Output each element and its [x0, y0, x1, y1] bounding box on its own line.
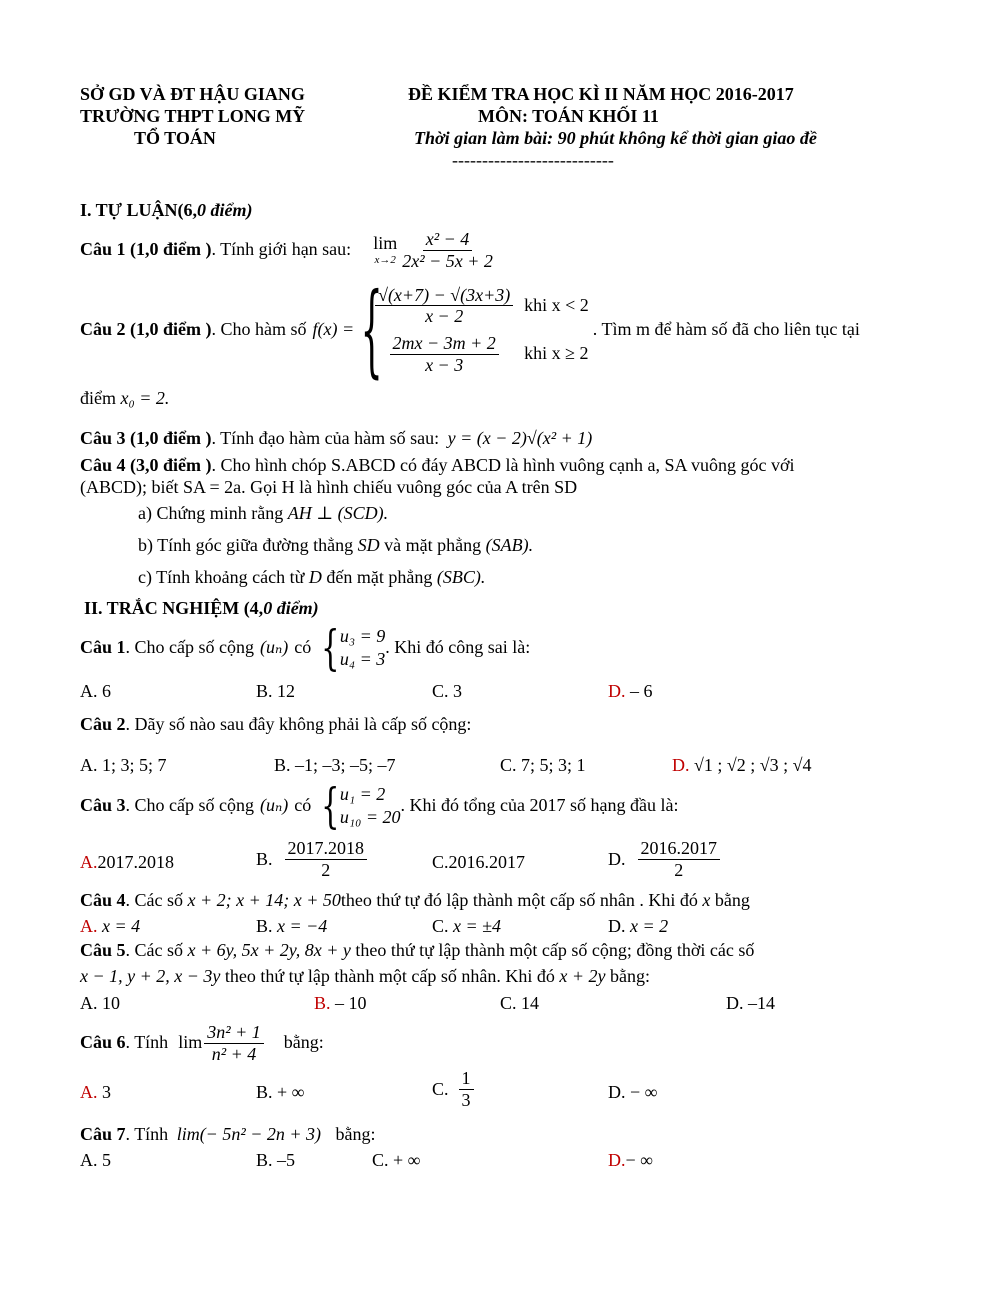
mc-q3-option-c: C.2016.2017 [432, 852, 526, 872]
mc-question-7: Câu 7. Tính lim(− 5n² − 2n + 3) bằng: [80, 1124, 376, 1144]
mc-question-5: Câu 5. Các số x + 6y, 5x + 2y, 8x + y theo thứ tự lập thành một cấp số cộng; đồng thời các số [80, 940, 755, 960]
mc-q4-option-c: C. x = ±4 [432, 916, 502, 936]
mc-q2-option-c: C. 7; 5; 3; 1 [500, 755, 586, 775]
exam-time: Thời gian làm bài: 90 phút không kể thời gian giao đề [414, 128, 817, 148]
mc-q5-option-d: D. –14 [726, 993, 775, 1013]
mc-q3-option-b: B. $\frac{2017.2018}{2}$ [256, 838, 369, 880]
mc-q1-option-c: C. 3 [432, 681, 463, 701]
essay-question-2: Câu 2 (1,0 điểm ) . Cho hàm số f(x) = { $\frac{√(x+7) - √(3x+3)}{x - 2}$ khi x < 2 $\frac{2mx - 3m + 2}{x - 3}$ khi x ≥ 2 . Tìm m để hàm số đã cho liên tục tại [80, 271, 860, 388]
mc-question-1: Câu 1 . Cho cấp số cộng (uₙ) có { u₃ = 9 u₄ = 3 . Khi đó công sai là: [80, 620, 531, 676]
mc-q7-option-a: A. 5 [80, 1150, 111, 1170]
exam-subject: MÔN: TOÁN KHỐI 11 [478, 106, 659, 126]
header-divider: --------------------------- [452, 150, 614, 170]
mc-q3-option-a: A.2017.2018 [80, 852, 174, 872]
essay-question-4-line2: (ABCD); biết SA = 2a. Gọi H là hình chiếu vuông góc của A trên SD [80, 477, 578, 497]
essay-question-2-line2: điểm x₀ = 2. [80, 388, 170, 408]
mc-question-5-line2: x − 1, y + 2, x − 3y theo thứ tự lập thành một cấp số nhân. Khi đó x + 2y bằng: [80, 966, 650, 986]
essay-question-4a: a) Chứng minh rằng AH ⊥ (SCD). [138, 503, 389, 523]
mc-q6-option-b: B. + ∞ [256, 1082, 305, 1102]
school-dept: SỞ GD VÀ ĐT HẬU GIANG [80, 84, 305, 104]
essay-question-1: Câu 1 (1,0 điểm ) . Tính giới hạn sau: lim x→2 $\frac{\text{x² − 4}}{\text{2x² − 5x + 2}}$ [80, 228, 493, 271]
mc-q5-option-c: C. 14 [500, 993, 540, 1013]
mc-q7-option-d: D.− ∞ [608, 1150, 653, 1170]
mc-q4-option-a: A. x = 4 [80, 916, 141, 936]
mc-q1-option-d: D. – 6 [608, 681, 653, 701]
mc-q1-option-b: B. 12 [256, 681, 296, 701]
mc-q5-option-a: A. 10 [80, 993, 120, 1013]
mc-question-4: Câu 4. Các số x + 2; x + 14; x + 50theo thứ tự đó lập thành một cấp số nhân . Khi đó x bằng [80, 890, 750, 910]
essay-question-4c: c) Tính khoảng cách từ D đến mặt phẳng (SBC). [138, 567, 486, 587]
mc-q1-option-a: A. 6 [80, 681, 111, 701]
mc-question-3: Câu 3 . Cho cấp số cộng (uₙ) có { u₁ = 2 u₁₀ = 20 . Khi đó tổng của 2017 số hạng đầu là: [80, 778, 679, 834]
mc-q6-option-c: C. $\frac{1}{3}$ [432, 1068, 476, 1110]
mc-q7-option-c: C. + ∞ [372, 1150, 421, 1170]
part1-title: I. TỰ LUẬN(6,0 điểm) [80, 200, 253, 220]
mc-q5-option-b: B. – 10 [314, 993, 367, 1013]
mc-q2-option-a: A. 1; 3; 5; 7 [80, 755, 167, 775]
mc-q2-option-b: B. –1; –3; –5; –7 [274, 755, 396, 775]
mc-question-6: Câu 6 . Tính lim $\frac{\text{3n² + 1}}{\text{n² + 4}}$ bằng: [80, 1021, 324, 1064]
part2-title: II. TRẮC NGHIỆM (4,0 điểm) [84, 598, 319, 618]
mc-q6-option-a: A. 3 [80, 1082, 111, 1102]
mc-question-2: Câu 2. Dãy số nào sau đây không phải là cấp số cộng: [80, 714, 472, 734]
essay-question-3: Câu 3 (1,0 điểm ). Tính đạo hàm của hàm số sau: y = (x − 2)√(x² + 1) [80, 428, 593, 448]
mc-q6-option-d: D. − ∞ [608, 1082, 658, 1102]
mc-q4-option-b: B. x = −4 [256, 916, 328, 936]
essay-question-4b: b) Tính góc giữa đường thẳng SD và mặt phẳng (SAB). [138, 535, 534, 555]
school-name: TRƯỜNG THPT LONG MỸ [80, 106, 306, 126]
mc-q2-option-d: D. √1 ; √2 ; √3 ; √4 [672, 755, 812, 775]
essay-question-4: Câu 4 (3,0 điểm ). Cho hình chóp S.ABCD có đáy ABCD là hình vuông cạnh a, SA vuông góc với [80, 455, 795, 475]
mc-q7-option-b: B. –5 [256, 1150, 296, 1170]
mc-q4-option-d: D. x = 2 [608, 916, 669, 936]
exam-title: ĐỀ KIỂM TRA HỌC KÌ II NĂM HỌC 2016-2017 [408, 84, 794, 104]
school-group: TỔ TOÁN [134, 128, 216, 148]
mc-q3-option-d: D. $\frac{2016.2017}{2}$ [608, 838, 722, 880]
